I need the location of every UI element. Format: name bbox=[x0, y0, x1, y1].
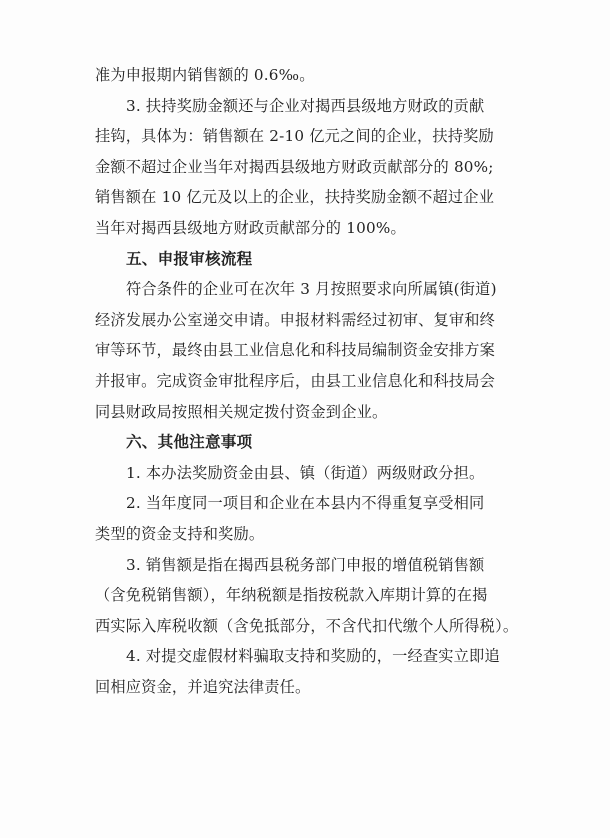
text-line: 3. 扶持奖励金额还与企业对揭西县级地方财政的贡献 bbox=[126, 96, 485, 115]
text-line: 金额不超过企业当年对揭西县级地方财政贡献部分的 80%; bbox=[95, 157, 494, 176]
text-line: 1. 本办法奖励资金由县、镇（街道）两级财政分担。 bbox=[126, 463, 485, 482]
text-line: 经济发展办公室递交申请。申报材料需经过初审、复审和终 bbox=[95, 310, 496, 329]
text-line: （含免税销售额），年纳税额是指按税款入库期计算的在揭 bbox=[95, 586, 488, 605]
text-line: 当年对揭西县级地方财政贡献部分的 100%。 bbox=[95, 218, 406, 237]
section-heading: 六、其他注意事项 bbox=[126, 433, 253, 452]
text-line: 符合条件的企业可在次年 3 月按照要求向所属镇(街道) bbox=[126, 280, 497, 299]
text-line: 4. 对提交虚假材料骗取支持和奖励的，一经查实立即追 bbox=[126, 647, 500, 666]
section-heading: 五、申报审核流程 bbox=[126, 249, 253, 268]
text-line: 同县财政局按照相关规定拨付资金到企业。 bbox=[95, 402, 388, 421]
text-line: 挂钩，具体为：销售额在 2-10 亿元之间的企业，扶持奖励 bbox=[95, 127, 494, 146]
document-body bbox=[95, 60, 525, 702]
text-line: 西实际入库税收额（含免抵部分，不含代扣代缴个人所得税）。 bbox=[95, 616, 519, 635]
text-line: 类型的资金支持和奖励。 bbox=[95, 524, 265, 543]
text-line: 准为申报期内销售额的 0.6‰。 bbox=[95, 66, 315, 84]
text-line: 并报审。完成资金审批程序后，由县工业信息化和科技局会 bbox=[95, 371, 496, 390]
text-line: 回相应资金，并追究法律责任。 bbox=[95, 677, 311, 696]
text-line: 审等环节，最终由县工业信息化和科技局编制资金安排方案 bbox=[95, 341, 496, 360]
text-line: 2. 当年度同一项目和企业在本县内不得重复享受相同 bbox=[126, 494, 485, 513]
text-line: 3. 销售额是指在揭西县税务部门申报的增值税销售额 bbox=[126, 555, 485, 574]
text-line: 销售额在 10 亿元及以上的企业，扶持奖励金额不超过企业 bbox=[95, 188, 495, 207]
